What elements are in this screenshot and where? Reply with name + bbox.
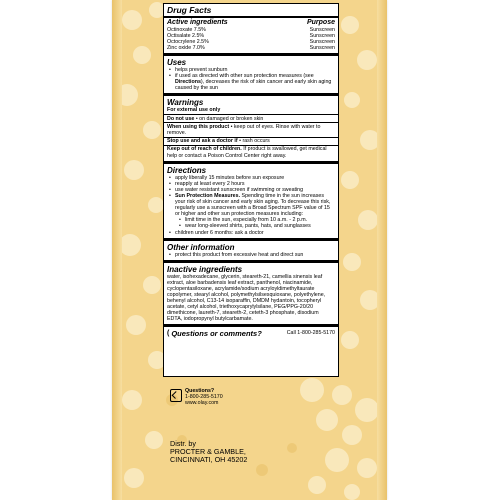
divider <box>164 16 338 18</box>
active-ingredient-name: Octinoxate 7.5% <box>167 26 206 33</box>
drug-facts-title: Drug Facts <box>167 5 212 15</box>
other-info-list <box>167 252 335 258</box>
when-using-text: • keep out of eyes. Rinse with water to remove. <box>167 123 321 136</box>
questions-phone: Call 1-800-285-5170 <box>286 330 335 337</box>
uses-heading: Uses <box>167 57 187 67</box>
active-ingredient-name: Octocrylene 2.5% <box>167 38 209 45</box>
when-using-label: When using this product <box>167 123 230 130</box>
spm-sublist <box>175 217 335 229</box>
carton-contact-info <box>170 388 250 407</box>
contact-website: www.olay.com <box>185 400 219 407</box>
questions-heading: Questions or comments? <box>171 329 262 339</box>
divider <box>164 238 338 241</box>
do-not-use-text: • on damaged or broken skin <box>195 115 264 122</box>
drug-facts-panel <box>163 3 339 377</box>
contact-text <box>185 388 223 407</box>
do-not-use <box>167 116 335 122</box>
spm-label: Sun Protection Measures. <box>175 192 241 199</box>
spm-subitem: • limit time in the sun, especially from 10 a.m. - 2 p.m. <box>185 217 335 223</box>
directions-item: • children under 6 months: ask a doctor <box>175 230 335 236</box>
contact-row <box>170 388 250 407</box>
divider <box>164 260 338 263</box>
inactive-heading: Inactive ingredients <box>167 264 243 274</box>
sun-protection-measures <box>175 193 335 230</box>
warnings-heading: Warnings <box>167 98 204 108</box>
directions-list <box>167 175 335 236</box>
uses-list <box>167 67 335 91</box>
questions-line <box>167 329 335 338</box>
directions-item: • apply liberally 15 minutes before sun exposure <box>175 175 335 181</box>
active-ingredients-heading: Active ingredients <box>167 18 228 26</box>
stop-use-label: Stop use and ask a doctor if <box>167 138 238 145</box>
spm-subitem: • wear long-sleeved shirts, pants, hats, and sunglasses <box>185 223 335 229</box>
directions-heading: Directions <box>167 165 207 175</box>
reach-label: Keep out of reach of children. <box>167 146 242 153</box>
purpose-heading: Purpose <box>306 18 335 26</box>
questions-label: Questions? <box>185 388 215 394</box>
spm-text: Spending time in the sun increases your risk of skin cancer and early skin aging. To decrease this risk, regularly use a sunscreen with a Broad Spectrum SPF value of 15 or higher and other sun protection measures including: <box>175 192 331 218</box>
active-ingredient-name: Octisalate 2.5% <box>167 32 205 39</box>
distr-city: CINCINNATI, OH 45202 <box>170 455 248 465</box>
reach-text: If product is swallowed, get medical help or contact a Poison Control Center right away. <box>167 146 327 159</box>
stop-use <box>167 138 335 144</box>
directions-item: • reapply at least every 2 hours <box>175 181 335 187</box>
active-ingredient-purpose: Sunscreen <box>309 32 335 39</box>
keep-out-of-reach <box>167 146 335 158</box>
contact-phone: 1-800-285-5170 <box>185 394 223 401</box>
questions-chevron: ( <box>167 330 170 338</box>
carton-left-edge <box>112 0 122 500</box>
distr-company: PROCTER & GAMBLE, <box>170 447 246 457</box>
active-ingredient-purpose: Sunscreen <box>309 38 335 45</box>
distributor-info <box>170 440 290 465</box>
phone-icon <box>170 389 182 402</box>
divider <box>164 324 338 327</box>
active-ingredient-purpose: Sunscreen <box>309 44 335 51</box>
directions-item: • use water resistant sunscreen if swimming or sweating <box>175 187 335 193</box>
distr-label: Distr. by <box>170 439 196 448</box>
when-using <box>167 124 335 136</box>
directions-ref: Directions <box>175 79 201 86</box>
stop-use-text: • rash occurs <box>239 138 270 145</box>
do-not-use-label: Do not use <box>167 115 195 122</box>
active-ingredient-purpose: Sunscreen <box>309 26 335 33</box>
inactive-ingredients-text: water, isohexadecane, glycerin, steareth-21, camellia sinensis leaf extract, aloe barbadensis leaf extract, panthenol, niacinamide, cyclopentasiloxane, acrylamide/sodium acryloyldimethyltaurate copolymer, stearyl alcohol, polymethylsilsesquioxane, polyethylene, behenyl alcohol, C13-14 isoparaffin, DMDM hydantoin, tocopheryl acetate, cetyl alcohol, triethoxycaprylylsilane, PEG/PPG-20/20 dimethicone, laureth-7, steareth-2, ceteth-3 phosphate, disodium EDTA, iodopropynyl butylcarbamate. <box>167 273 326 323</box>
divider <box>164 161 338 164</box>
active-ingredients-list <box>167 27 335 51</box>
uses-item: • helps prevent sunburn <box>175 67 335 73</box>
active-ingredient-name: Zinc oxide 7.0% <box>167 44 205 51</box>
uses-item: • if used as directed with other sun protection measures (see Directions), decreases the risk of skin cancer and early skin aging caused by the sun <box>175 73 335 91</box>
divider <box>164 93 338 96</box>
active-ingredients-header <box>167 19 335 27</box>
external-use-note: For external use only <box>167 107 221 114</box>
other-info-item: • protect this product from excessive heat and direct sun <box>175 252 335 258</box>
active-ingredient-row <box>167 45 335 51</box>
carton-right-edge <box>377 0 387 500</box>
other-info-heading: Other information <box>167 242 235 252</box>
divider <box>164 53 338 56</box>
